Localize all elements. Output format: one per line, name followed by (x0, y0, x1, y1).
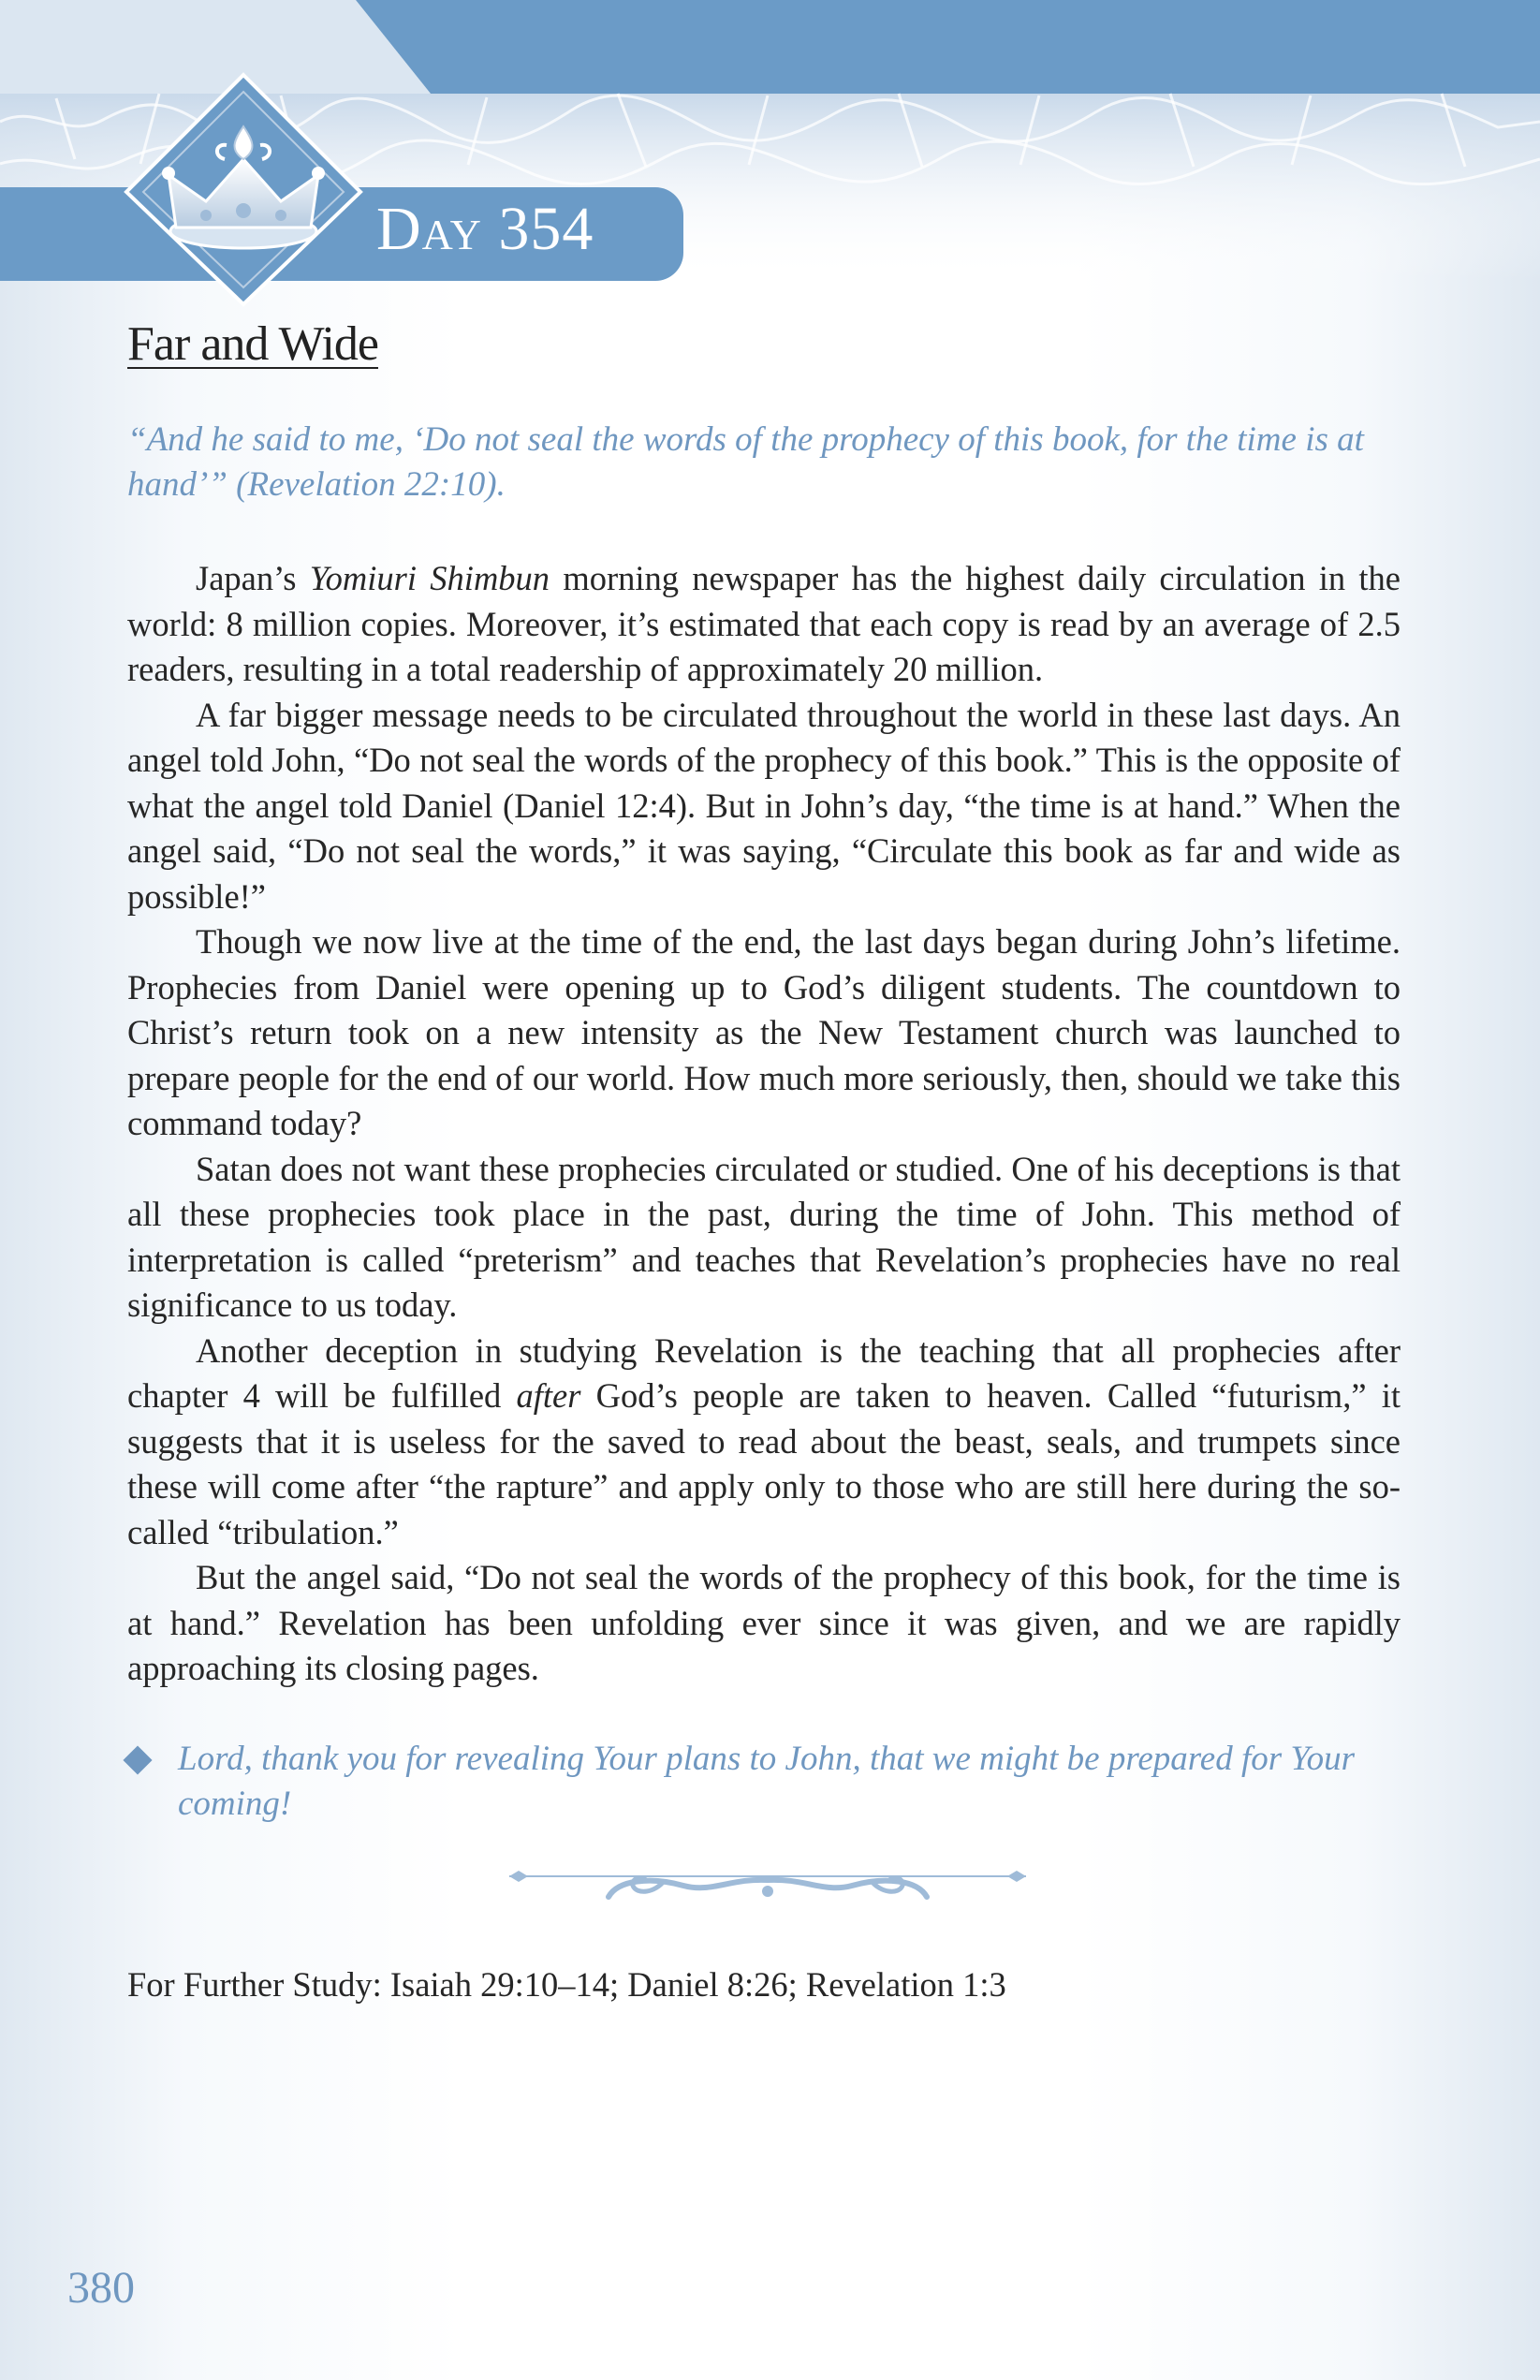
body-paragraph: But the angel said, “Do not seal the words of the prophecy of this book, for the time is at hand.” Revelation has been unfolding ever since it was given, and we are rapidly approaching its closing pages. (127, 1558, 1401, 1687)
crown-icon (140, 108, 346, 276)
day-label: Day 354 (376, 195, 594, 263)
prayer-text: Lord, thank you for revealing Your plans to John, that we might be prepared for Your coming! (178, 1740, 1355, 1823)
epigraph-verse: “And he said to me, ‘Do not seal the words of the prophecy of this book, for the time is at hand’” (Revelation 22:10). (127, 420, 1364, 504)
scroll-ornament-icon (496, 1852, 1039, 1908)
body-paragraph: Satan does not want these prophecies circulated or studied. One of his deceptions is that all these prophecies took place in the past, during the time of John. This method of interpretation is called “preterism” and teaches that Revelation’s prophecies have no real significance to us today. (127, 1149, 1401, 1324)
body-paragraph: Though we now live at the time of the end, the last days began during John’s lifetime. Prophecies from Daniel were opening up to God’s diligent students. The countdown to Christ’s return took on a new intensity as the New Testament church was launched to prepare people for the end of our world. How much more seriously, then, should we take this command today? (127, 922, 1401, 1142)
page-title: Far and Wide (127, 317, 378, 371)
prayer (127, 1737, 1401, 1827)
diamond-bullet-icon (123, 1745, 152, 1774)
body-paragraph: Japan’s Yomiuri Shimbun morning newspaper has the highest daily circulation in the world: 8 million copies. Moreover, it’s estimated that each copy is read by an average of 2.5 readers, resulting in a total readership of approximately 20 million. (127, 559, 1401, 688)
body-paragraph: A far bigger message needs to be circulated throughout the world in these last days. An angel told John, “Do not seal the words of the prophecy of this book.” This is the opposite of what the angel told Daniel (Daniel 12:4). But in John’s day, “the time is at hand.” When the angel said, “Do not seal the words,” it was saying, “Circulate this book as far and wide as possible!” (127, 695, 1401, 916)
page-number: 380 (67, 2263, 135, 2313)
further-study: For Further Study: Isaiah 29:10–14; Daniel 8:26; Revelation 1:3 (127, 1965, 1006, 2004)
body-paragraph: Another deception in studying Revelation is the teaching that all prophecies after chapter 4 will be fulfilled after God’s people are taken to heaven. Called “futurism,” it suggests that it is useless for the saved to read about the beast, seals, and trumpets since these will come after “the rapture” and apply only to those who are still here during the so-called “tribulation.” (127, 1330, 1401, 1551)
body-text (127, 556, 1401, 1692)
